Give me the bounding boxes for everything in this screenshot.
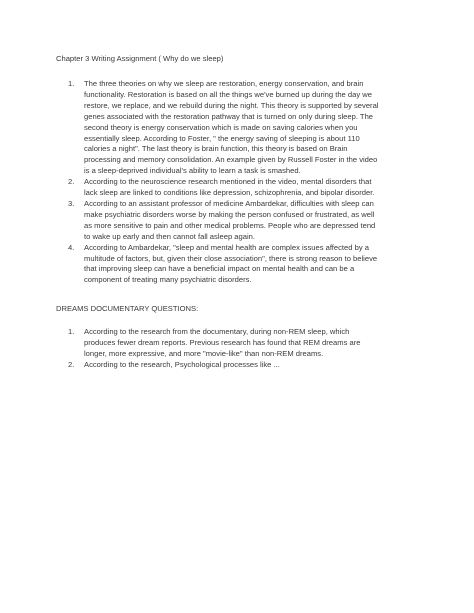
list-item	[0, 199, 415, 243]
list-item	[0, 327, 415, 360]
list-item-number: 1.	[68, 79, 75, 88]
list-item-text: According to the research from the documentary, during non-REM sleep, which produces fewer dream reports. Previous research has found that REM dreams are longer, more expressive, and more "movie-like" than non-REM dreams.	[84, 327, 361, 358]
list-item-number: 2.	[68, 359, 75, 369]
list-item	[0, 360, 415, 371]
list-item-number: 1.	[68, 327, 75, 336]
list-item-number: 2.	[68, 177, 75, 187]
dreams-questions-list	[0, 327, 415, 371]
list-item-text: According to the neuroscience research mentioned in the video, mental disorders that lack sleep are linked to conditions like depression, schizophrenia, and bipolar disorder.	[84, 177, 375, 198]
list-item-number: 4.	[68, 242, 75, 252]
list-item-text: According to the research, Psychological processes like ...	[84, 359, 280, 369]
document-title: Chapter 3 Writing Assignment ( Why do we sleep)	[56, 54, 224, 63]
list-item	[0, 243, 415, 287]
sleep-theories-list	[0, 79, 415, 286]
section-heading: DREAMS DOCUMENTARY QUESTIONS:	[56, 304, 199, 313]
list-item-text: According to Ambardekar, "sleep and mental health are complex issues affected by a multitude of factors, but, given their close association", there is strong reason to believe that improving sleep can have a beneficial impact on mental health and can be a component of treating many psychiatric disorders.	[84, 242, 378, 285]
list-item-number: 3.	[68, 198, 75, 208]
list-item	[0, 177, 415, 199]
list-item-text: The three theories on why we sleep are restoration, energy conservation, and brain functionality. Restoration is based on all the things we've burned up during the day we restore, we replace, and we rebuild during the night. This theory is supported by several genes associated with the restoration pathway that is turned on only during sleep. The second theory is energy conservation which is made on saving calories when you essentially sleep. According to Foster, " the energy saving of sleeping is about 110 calories a night". The last theory is brain function, this theory is based on Brain processing and memory consolidation. An example given by Russell Foster in the video is a sleep-deprived individual's ability to learn a task is smashed.	[84, 79, 379, 176]
list-item	[0, 79, 415, 177]
list-item-text: According to an assistant professor of medicine Ambardekar, difficulties with sleep can make psychiatric disorders worse by making the person confused or frustrated, as well as more sensitive to pain and other medical problems. People who are depressed tend to wake up early and then cannot fall asleep again.	[84, 198, 376, 241]
